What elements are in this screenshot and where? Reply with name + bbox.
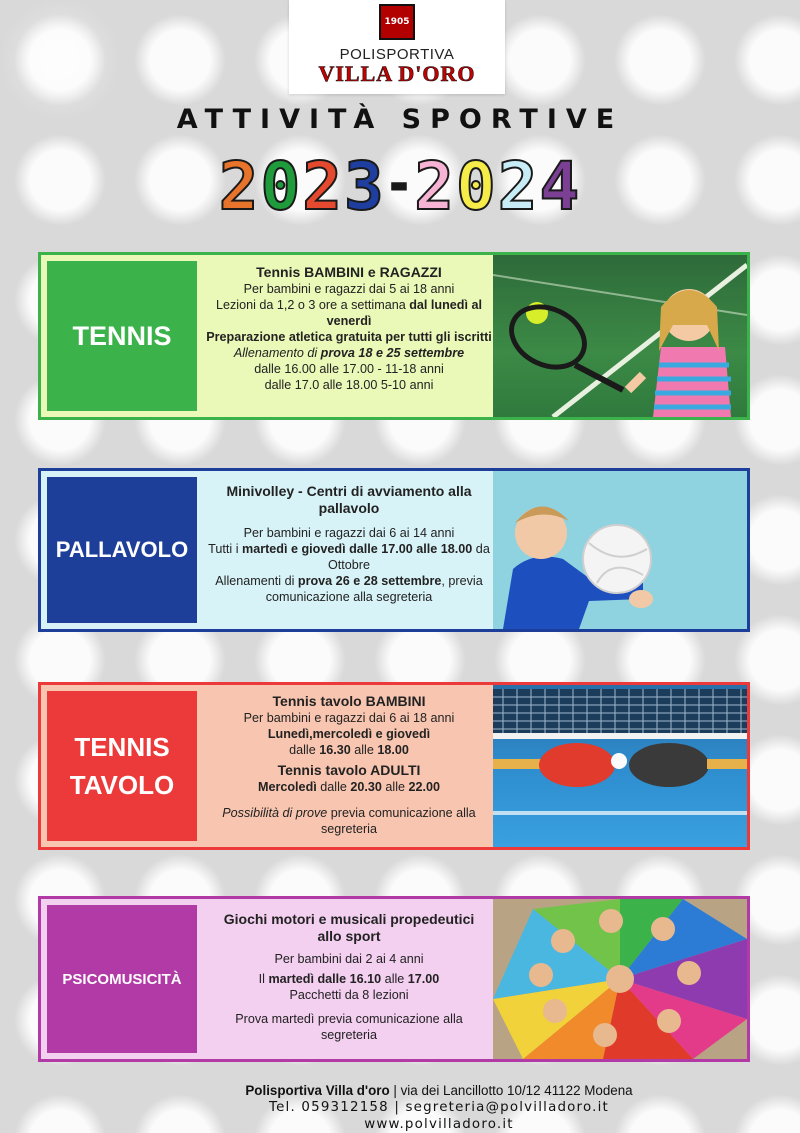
pallavolo-line: Per bambini e ragazzi dai 6 ai 14 anni — [243, 526, 455, 540]
tennis-label: TENNIS — [47, 261, 197, 411]
psico-label: PSICOMUSICITÀ — [47, 905, 197, 1053]
year-digit: 3 — [344, 148, 386, 225]
tavolo-line: Possibilità di prove previa comunicazione alla segreteria — [222, 806, 476, 836]
year-digit: - — [385, 159, 415, 210]
season-year — [0, 148, 800, 225]
pallavolo-info — [203, 471, 495, 629]
year-digit: 0 — [260, 148, 303, 225]
psico-line: Pacchetti da 8 lezioni — [289, 988, 409, 1002]
page-title: ATTIVITÀ SPORTIVE — [176, 104, 624, 135]
logo — [289, 0, 505, 94]
footer-contact: Tel. 059312158 | segreteria@polvilladoro.it — [269, 1100, 609, 1115]
tennis-tavolo-card — [38, 682, 750, 850]
psico-title: Giochi motori e musicali propedeutici allo sport — [223, 911, 475, 944]
tennis-line: Allenamento di prova 18 e 25 settembre — [233, 346, 465, 360]
logo-badge: 1905 — [379, 4, 415, 40]
pallavolo-line: Tutti i martedì e giovedì dalle 17.00 alle 18.00 da Ottobre — [208, 542, 490, 572]
tennis-card — [38, 252, 750, 420]
year-digit: 0 — [456, 148, 498, 225]
tennis-line: Lezioni da 1,2 o 3 ore a settimana dal lunedì al venerdì — [215, 298, 482, 328]
logo-line2: VILLA D'ORO — [318, 61, 476, 86]
tavolo-line: Lunedì,mercoledì e giovedì — [267, 727, 431, 741]
tennis-tavolo-info — [203, 685, 495, 847]
pallavolo-card — [38, 468, 750, 632]
pallavolo-line: Allenamenti di prova 26 e 28 settembre, previa comunicazione alla segreteria — [215, 574, 483, 604]
tennis-line: dalle 17.0 alle 18.00 5-10 anni — [264, 378, 434, 392]
tavolo-title-adulti: Tennis tavolo ADULTI — [277, 762, 421, 778]
tavolo-line: Per bambini e ragazzi dai 6 ai 18 anni — [243, 711, 455, 725]
tennis-line: Per bambini e ragazzi dai 5 ai 18 anni — [243, 282, 455, 296]
psico-line: Il martedì dalle 16.10 alle 17.00 — [258, 972, 440, 986]
tennis-line: Preparazione atletica gratuita per tutti gli iscritti — [206, 330, 492, 344]
tavolo-line: Mercoledì dalle 20.30 alle 22.00 — [257, 780, 441, 794]
pallavolo-photo — [493, 471, 747, 629]
year-digit: 2 — [497, 148, 540, 225]
year-digit: 2 — [414, 148, 456, 225]
psico-photo — [493, 899, 747, 1059]
psico-line: Prova martedì previa comunicazione alla segreteria — [235, 1012, 463, 1042]
tennis-tavolo-label: TENNIS TAVOLO — [47, 691, 197, 841]
tennis-photo — [493, 255, 747, 417]
pallavolo-title: Minivolley - Centri di avviamento alla pallavolo — [226, 483, 472, 516]
psico-card — [38, 896, 750, 1062]
footer-website: www.polvilladoro.it — [364, 1117, 514, 1132]
tennis-info — [203, 255, 495, 417]
pallavolo-label: PALLAVOLO — [47, 477, 197, 623]
year-digit: 4 — [539, 148, 582, 225]
tavolo-line: dalle 16.30 alle 18.00 — [289, 743, 409, 757]
tennis-tavolo-photo — [493, 685, 747, 847]
footer — [0, 1082, 800, 1133]
year-digit: 2 — [218, 148, 261, 225]
year-digit: 2 — [302, 148, 344, 225]
logo-line1: POLISPORTIVA — [339, 46, 455, 63]
footer-address-line: Polisportiva Villa d'oro | via dei Lancillotto 10/12 41122 Modena — [245, 1083, 633, 1098]
psico-info — [203, 899, 495, 1059]
psico-line: Per bambini dai 2 ai 4 anni — [274, 952, 424, 966]
tennis-line: dalle 16.00 alle 17.00 - 11-18 anni — [254, 362, 444, 376]
tavolo-title-bambini: Tennis tavolo BAMBINI — [272, 693, 426, 709]
tennis-title: Tennis BAMBINI e RAGAZZI — [256, 264, 442, 280]
